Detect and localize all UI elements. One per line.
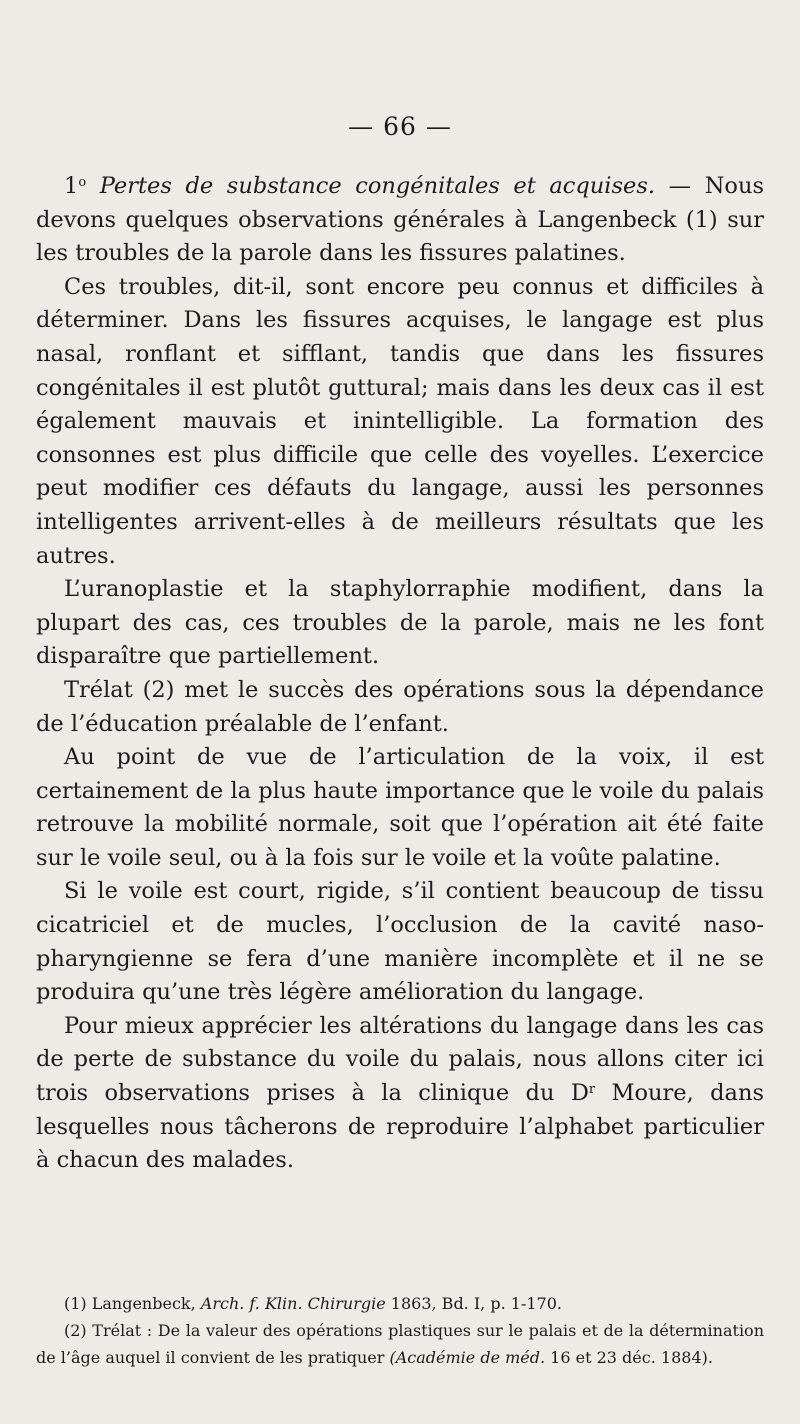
paragraph-6-text-a: Pour mieux apprécier les altérations du langage dans les cas de perte de substance du voile du palais, nous allons citer ici trois observations prises à la clinique du D [36,1012,764,1107]
paragraph-3: Trélat (2) met le succès des opérations sous la dépendance de l’éducation préalable de l’enfant. [36,676,764,737]
footnote-1-journal: Arch. f. Klin. Chirurgie [200,1294,386,1313]
footnotes [36,1290,764,1371]
paragraph-2: L’uranoplastie et la staphylorraphie modifient, dans la plupart des cas, ces troubles de la parole, mais ne les font disparaître que partiellement. [36,576,764,670]
section-number-sup: o [78,175,87,190]
paragraph-4: Au point de vue de l’articulation de la voix, il est certainement de la plus haute importance que le voile du palais retrouve la mobilité normale, soit que l’opération ait été faite sur le voile seul, ou à la fois sur le voile et la voûte palatine. [36,744,764,871]
page-number: — 66 — [348,112,452,141]
footnote-1-prefix: (1) Langenbeck, [64,1294,201,1313]
doctor-abbrev-sup: r [588,1082,596,1098]
paragraph-1: Ces troubles, dit-il, sont encore peu connus et difficiles à déterminer. Dans les fissures acquises, le langage est plus nasal, ronflant et sifflant, tandis que dans les fissures congénitales il est plutôt guttural; mais dans les deux cas il est également mauvais et inintelligible. La formation des consonnes est plus difficile que celle des voyelles. L’exercice peut modifier ces défauts du langage, aussi les personnes intelligentes arrivent-elles à de meilleurs résultats que les autres. [36,273,764,569]
section-number [64,173,86,199]
paragraph-5: Si le voile est court, rigide, s’il contient beaucoup de tissu cicatriciel et de mucles, l’occlusion de la cavité naso-pharyngienne se fera d’une manière incomplète et il ne se produira qu’une très légère amélioration du langage. [36,878,764,1006]
footnote-2-suffix: 16 et 23 déc. 1884). [545,1348,713,1367]
section-number-base: 1 [64,173,79,199]
body-text [36,170,764,1178]
section-intro-paragraph [36,170,764,271]
paragraph-6 [36,1010,764,1178]
footnote-2 [36,1317,764,1371]
section-lead-in: — Nous devons quelques observations générales à Langenbeck (1) sur les troubles de la parole dans les fissures palatines. [36,173,765,267]
footnote-2-journal: (Académie de méd. [389,1348,546,1367]
footnote-1 [36,1290,764,1317]
footnote-1-suffix: 1863, Bd. I, p. 1-170. [385,1294,562,1313]
section-title: Pertes de substance congénitales et acquises. [99,173,656,199]
footnote-2-prefix: (2) Trélat : De la valeur des opérations plastiques sur le palais et de la détermination de l’âge auquel il convient de les pratiquer [36,1321,764,1367]
paragraph-6-text-b: Moure, dans lesquelles nous tâcherons de reproduire l’alphabet particulier à chacun des malades. [36,1080,764,1174]
